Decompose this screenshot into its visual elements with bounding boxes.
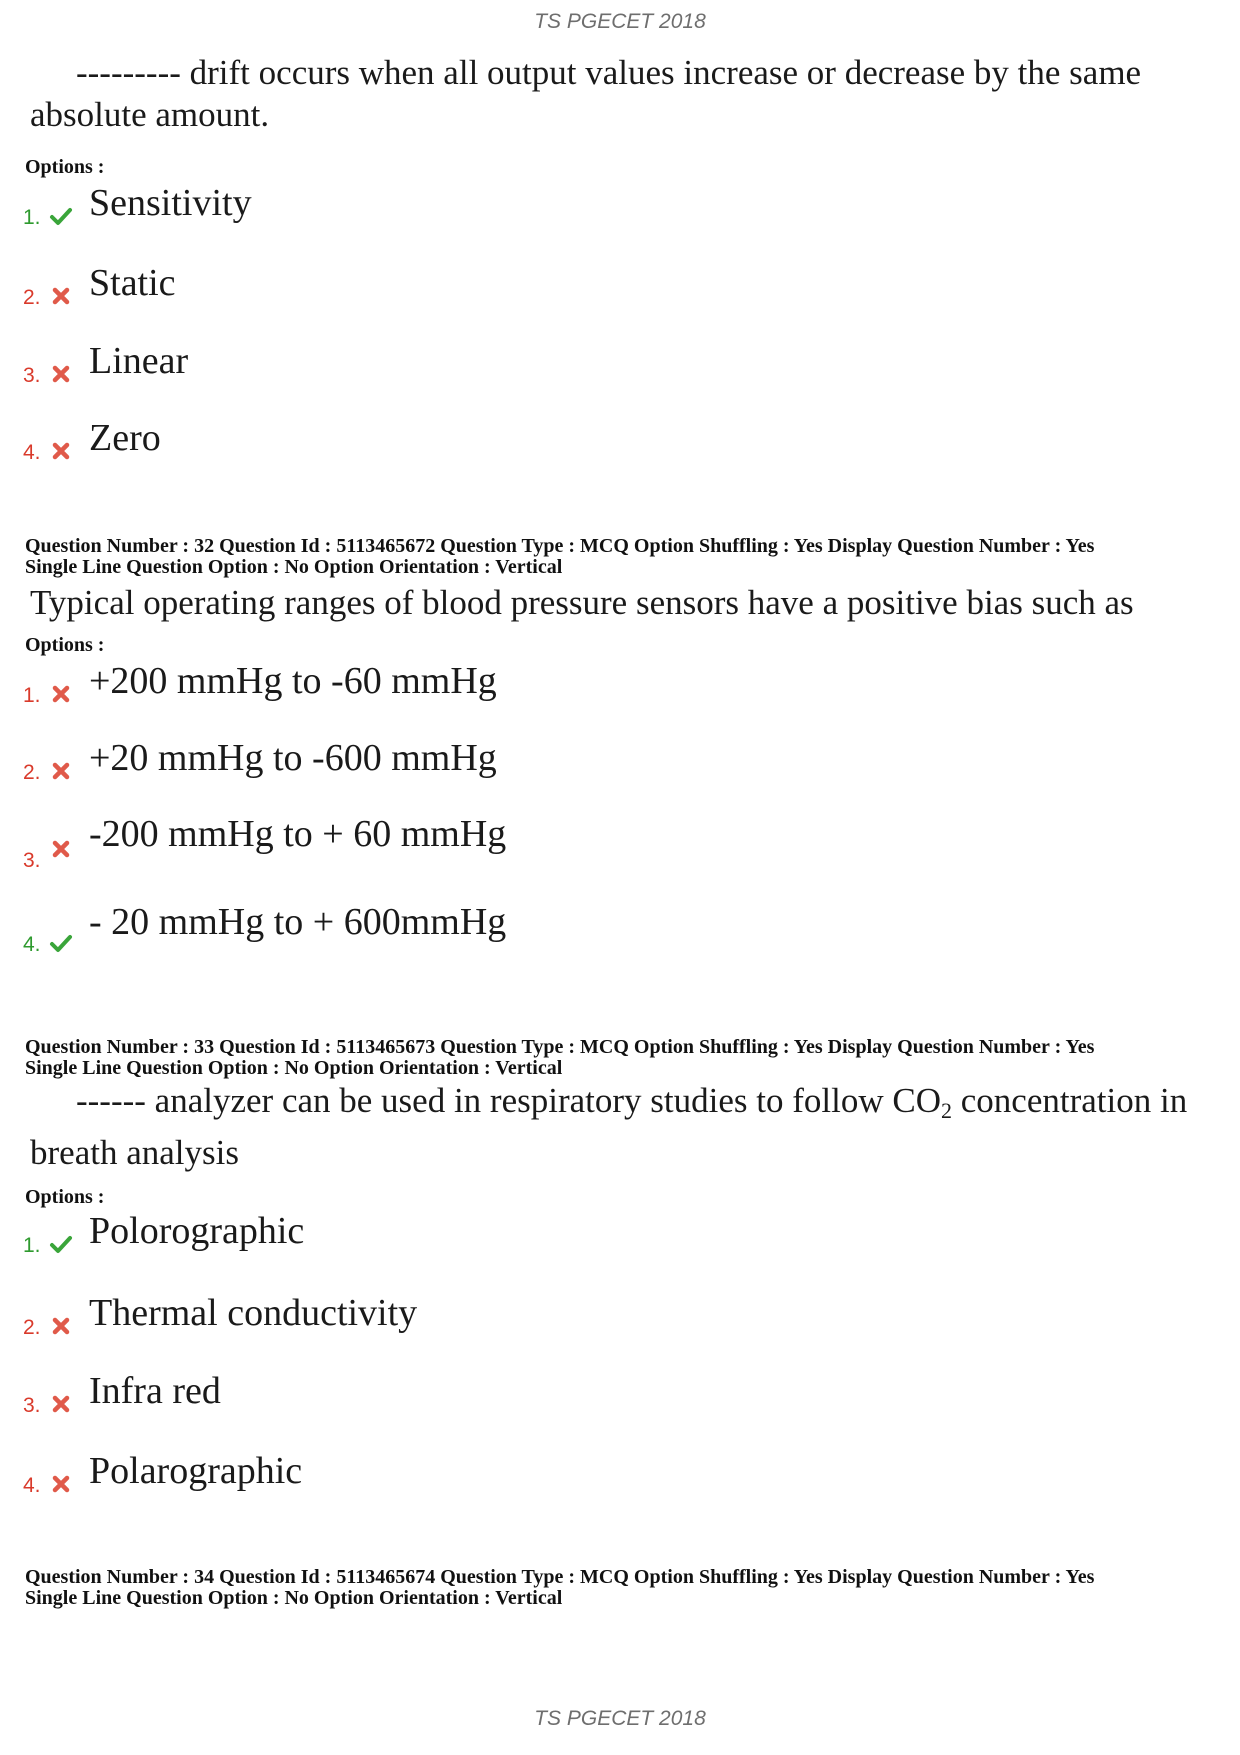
option-number: 3.	[23, 364, 41, 387]
option-number: 2.	[23, 761, 41, 784]
option-text: -200 mmHg to + 60 mmHg	[89, 813, 507, 855]
option-number: 4.	[23, 1474, 41, 1497]
option-number: 1.	[23, 1234, 41, 1257]
question-34-meta-line-2: Single Line Question Option : No Option Orientation : Vertical	[25, 1587, 563, 1609]
page-header: TS PGECET 2018	[534, 10, 706, 33]
question-33-line-1	[30, 1080, 1220, 1132]
question-32-meta-line-1: Question Number : 32 Question Id : 5113465672 Question Type : MCQ Option Shuffling : Yes Display Question Number : Yes	[25, 535, 1095, 557]
option-item	[23, 813, 923, 873]
cross-mark-icon	[49, 837, 73, 861]
option-item	[23, 338, 923, 388]
options-label: Options :	[25, 1186, 105, 1208]
question-33-meta	[25, 1037, 1225, 1079]
option-item	[23, 1368, 923, 1418]
option-text: Sensitivity	[89, 182, 252, 224]
question-33-meta-line-2: Single Line Question Option : No Option Orientation : Vertical	[25, 1057, 563, 1079]
cross-mark-icon	[49, 1314, 73, 1338]
option-number: 2.	[23, 286, 41, 309]
question-33-text	[30, 1080, 1220, 1174]
check-mark-icon	[49, 931, 73, 955]
question-31-text	[30, 52, 1220, 136]
option-number: 1.	[23, 206, 41, 229]
cross-mark-icon	[49, 1472, 73, 1496]
question-31-line-1: --------- drift occurs when all output values increase or decrease by the same	[76, 53, 1142, 92]
check-mark-icon	[49, 1232, 73, 1256]
option-item	[23, 735, 923, 785]
option-text: Linear	[89, 340, 189, 382]
option-number: 4.	[23, 933, 41, 956]
option-number: 4.	[23, 441, 41, 464]
option-item	[23, 260, 923, 310]
option-text: Zero	[89, 417, 161, 459]
option-text: - 20 mmHg to + 600mmHg	[89, 901, 507, 943]
question-34-meta	[25, 1567, 1225, 1609]
option-item	[23, 658, 923, 708]
cross-mark-icon	[49, 284, 73, 308]
option-item	[23, 180, 923, 230]
question-34-meta-line-1: Question Number : 34 Question Id : 5113465674 Question Type : MCQ Option Shuffling : Yes Display Question Number : Yes	[25, 1566, 1095, 1588]
option-number: 1.	[23, 684, 41, 707]
option-text: +20 mmHg to -600 mmHg	[89, 737, 497, 779]
options-label: Options :	[25, 156, 105, 178]
question-33-line-2: breath analysis	[30, 1133, 239, 1172]
option-item	[23, 415, 923, 465]
cross-mark-icon	[49, 439, 73, 463]
option-text: +200 mmHg to -60 mmHg	[89, 660, 497, 702]
options-label: Options :	[25, 634, 105, 656]
option-item	[23, 1448, 923, 1498]
question-31-line-2: absolute amount.	[30, 95, 270, 134]
option-text: Static	[89, 262, 176, 304]
option-text: Polorographic	[89, 1210, 305, 1252]
option-number: 3.	[23, 1394, 41, 1417]
co2-subscript: 2	[941, 1098, 952, 1123]
cross-mark-icon	[49, 759, 73, 783]
page-footer: TS PGECET 2018	[534, 1707, 706, 1730]
cross-mark-icon	[49, 362, 73, 386]
option-text: Infra red	[89, 1370, 221, 1412]
cross-mark-icon	[49, 682, 73, 706]
question-33-meta-line-1: Question Number : 33 Question Id : 5113465673 Question Type : MCQ Option Shuffling : Yes Display Question Number : Yes	[25, 1036, 1095, 1058]
option-number: 2.	[23, 1316, 41, 1339]
check-mark-icon	[49, 204, 73, 228]
option-item	[23, 901, 923, 957]
option-number: 3.	[23, 849, 41, 872]
question-33-line-1-after: concentration in	[952, 1081, 1188, 1120]
cross-mark-icon	[49, 1392, 73, 1416]
option-text: Polarographic	[89, 1450, 303, 1492]
question-33-line-1-before: ------ analyzer can be used in respiratory studies to follow CO	[76, 1081, 941, 1120]
option-text: Thermal conductivity	[89, 1292, 418, 1334]
question-32-text: Typical operating ranges of blood pressure sensors have a positive bias such as	[30, 583, 1134, 622]
option-item	[23, 1290, 923, 1340]
option-item	[23, 1208, 923, 1258]
question-32-meta	[25, 536, 1225, 578]
question-32-meta-line-2: Single Line Question Option : No Option Orientation : Vertical	[25, 556, 563, 578]
